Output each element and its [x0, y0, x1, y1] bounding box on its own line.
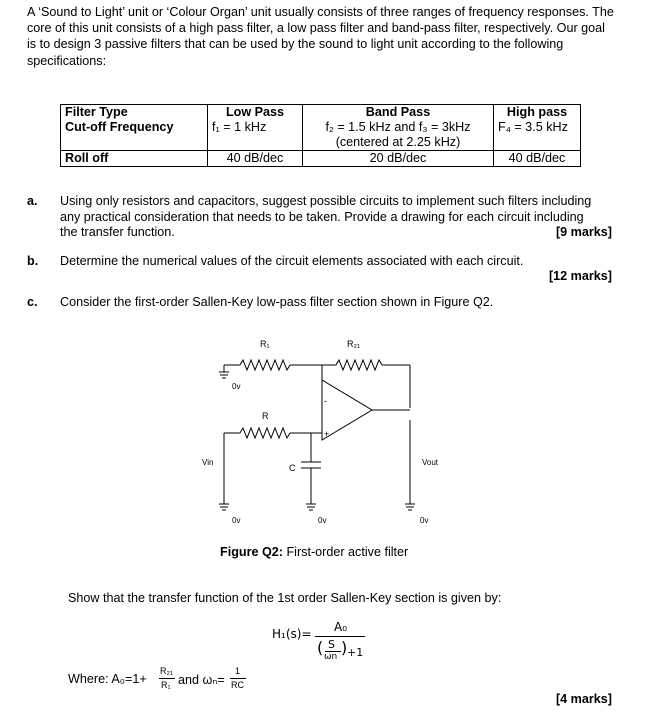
transfer-function-numerator: A₀ [334, 620, 348, 634]
table-cell-high-cutoff: F₄ = 3.5 kHz [494, 120, 581, 151]
question-a-label: a. [27, 194, 38, 208]
table-header-low-pass: Low Pass [208, 105, 303, 121]
where-label: Where: A₀=1+ [68, 672, 147, 686]
question-c-label: c. [27, 295, 38, 309]
bracket-right: ) [341, 638, 348, 657]
where-fraction-bar-2 [230, 678, 246, 679]
figure-caption-text: First-order active filter [286, 545, 409, 559]
bracket-left: ( [317, 638, 324, 657]
question-c-text: Consider the first-order Sallen-Key low-pass filter section shown in Figure Q2. [60, 295, 494, 309]
table-cell-band-rolloff: 20 dB/dec [303, 151, 494, 167]
where-fraction-bar [159, 678, 175, 679]
label-r1: R₁ [260, 339, 270, 349]
op-amp-plus: + [324, 429, 330, 439]
resistor-r-zigzag [240, 428, 290, 438]
label-c: C [289, 463, 296, 473]
label-vin: Vin [202, 458, 214, 467]
final-marks: [4 marks] [555, 692, 612, 706]
question-a-line3: the transfer function. [60, 225, 175, 239]
label-r: R [262, 411, 269, 421]
table-cell-low-cutoff: f₁ = 1 kHz [208, 120, 303, 151]
label-ground-top: 0v [232, 382, 241, 391]
fraction-bar [315, 636, 365, 637]
question-b-marks: [12 marks] [548, 269, 612, 283]
question-a-line1: Using only resistors and capacitors, suggest possible circuits to implement such filters including [60, 194, 592, 208]
inner-numerator-s: S [328, 638, 335, 651]
op-amp-triangle [322, 380, 372, 440]
resistor-r1-zigzag [240, 360, 290, 370]
plus-one: +1 [347, 646, 364, 659]
where-and: and ωₙ= [178, 673, 225, 687]
question-b-label: b. [27, 254, 39, 268]
where-rc: RC [231, 680, 244, 690]
band-cutoff-line1: f₂ = 1.5 kHz and f₃ = 3kHz [325, 120, 471, 134]
show-statement: Show that the transfer function of the 1st order Sallen-Key section is given by: [68, 591, 502, 605]
band-cutoff-line2: (centered at 2.25 kHz) [335, 135, 461, 149]
transfer-function-lhs: H₁(s)= [272, 627, 312, 641]
label-ground-vout: 0v [420, 516, 429, 525]
intro-paragraph: A ‘Sound to Light’ unit or ‘Colour Organ’ unit usually consists of three ranges of frequency responses. The core of this unit consists of a high pass filter, a low pass filter and band-pass filter, respectively. Our goal is to design 3 passive filters that can be used by the sound to light unit according to the following specifications: [27, 5, 614, 68]
label-ground-cap: 0v [318, 516, 327, 525]
op-amp-minus: - [324, 396, 327, 406]
question-b-text: Determine the numerical values of the circuit elements associated with each circuit. [60, 254, 524, 268]
where-r1: R₁ [161, 680, 171, 690]
table-header-high-pass: High pass [494, 105, 581, 121]
table-header-filter-type: Filter Type [61, 105, 208, 121]
label-ground-vin: 0v [232, 516, 241, 525]
where-r21: R₂₁ [160, 666, 174, 676]
figure-caption [220, 545, 408, 559]
question-a-line2: any practical consideration that needs to be taken. Provide a drawing for each circuit including [60, 209, 584, 224]
table-cell-low-rolloff: 40 dB/dec [208, 151, 303, 167]
figure-label: Figure Q2: [220, 545, 283, 559]
label-vout: Vout [422, 458, 439, 467]
table-cell-rolloff-label: Roll off [61, 151, 208, 167]
table-cell-cutoff-label: Cut-off Frequency [61, 120, 208, 151]
label-r21: R₂₁ [347, 339, 361, 349]
question-a-marks: [9 marks] [555, 225, 612, 239]
resistor-r21-zigzag [336, 360, 382, 370]
table-cell-high-rolloff: 40 dB/dec [494, 151, 581, 167]
where-one: 1 [235, 666, 241, 676]
table-header-band-pass: Band Pass [303, 105, 494, 121]
inner-denominator-omega: ωn [324, 652, 338, 662]
